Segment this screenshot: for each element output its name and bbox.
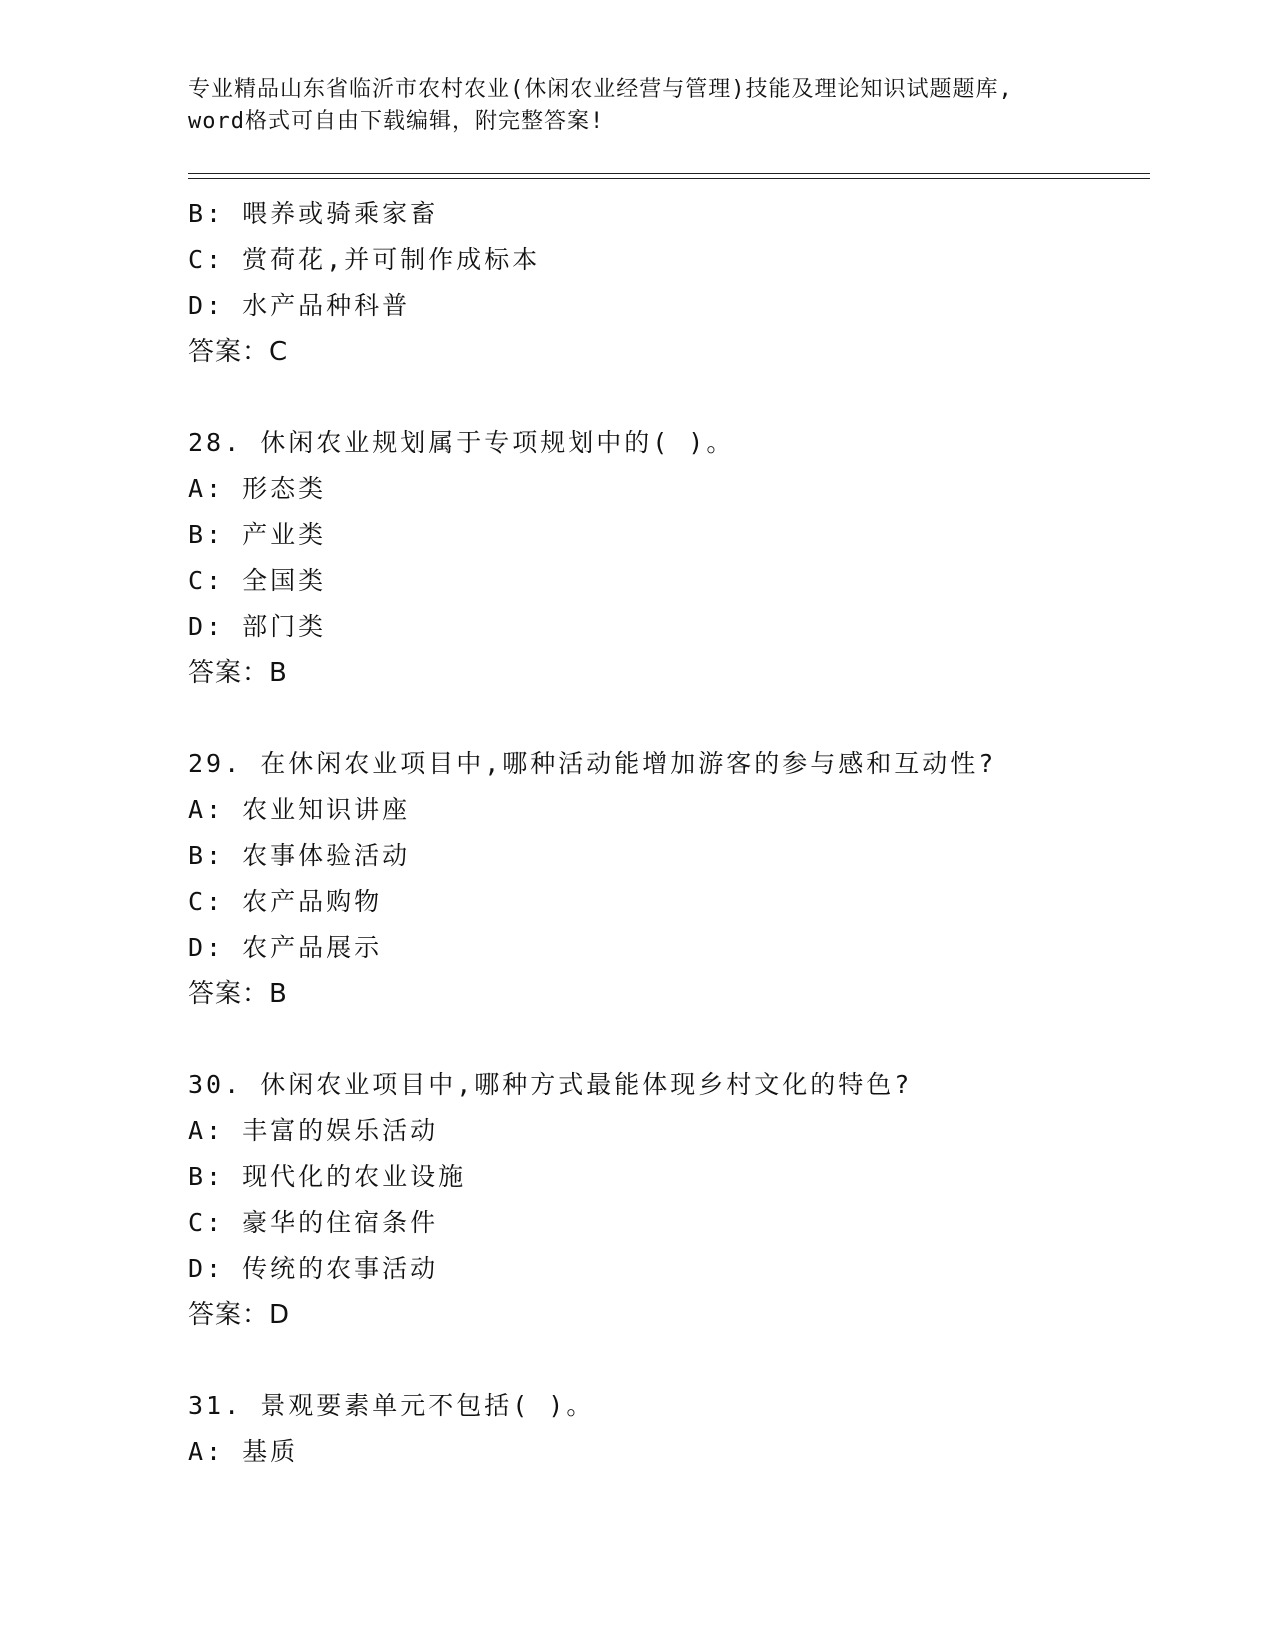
option-a: A: 基质 <box>188 1437 299 1466</box>
option-c: C: 豪华的住宿条件 <box>188 1208 439 1237</box>
header-title-line1: 专业精品山东省临沂市农村农业(休闲农业经营与管理)技能及理论知识试题题库, <box>188 77 1013 102</box>
question-stem: 29. 在休闲农业项目中,哪种活动能增加游客的参与感和互动性? <box>188 749 997 778</box>
answer-line: 答案：D <box>188 1300 291 1330</box>
option-c: C: 赏荷花,并可制作成标本 <box>188 245 541 274</box>
question-30 <box>188 1062 1148 1338</box>
header-divider-bottom <box>188 178 1150 179</box>
option-c: C: 全国类 <box>188 566 327 595</box>
option-d: D: 水产品种科普 <box>188 291 411 320</box>
option-a: A: 形态类 <box>188 474 327 503</box>
question-stem: 28. 休闲农业规划属于专项规划中的( )。 <box>188 428 735 457</box>
question-list <box>188 191 1148 1475</box>
answer-line: 答案：C <box>188 337 289 367</box>
question-28 <box>188 420 1148 696</box>
header-title-line2: word格式可自由下载编辑，附完整答案! <box>188 109 605 134</box>
option-a: A: 丰富的娱乐活动 <box>188 1116 439 1145</box>
option-a: A: 农业知识讲座 <box>188 795 411 824</box>
question-29 <box>188 741 1148 1017</box>
question-stem: 31. 景观要素单元不包括( )。 <box>188 1391 595 1420</box>
option-b: B: 产业类 <box>188 520 327 549</box>
question-carryover <box>188 191 1148 375</box>
answer-line: 答案：B <box>188 979 288 1009</box>
question-31 <box>188 1383 1148 1475</box>
option-b: B: 农事体验活动 <box>188 841 411 870</box>
option-d: D: 农产品展示 <box>188 933 383 962</box>
header-divider-top <box>188 173 1150 174</box>
answer-line: 答案：B <box>188 658 288 688</box>
option-c: C: 农产品购物 <box>188 887 383 916</box>
document-header <box>188 74 1088 138</box>
option-d: D: 部门类 <box>188 612 327 641</box>
question-stem: 30. 休闲农业项目中,哪种方式最能体现乡村文化的特色? <box>188 1070 913 1099</box>
option-b: B: 现代化的农业设施 <box>188 1162 467 1191</box>
option-d: D: 传统的农事活动 <box>188 1254 439 1283</box>
option-b: B: 喂养或骑乘家畜 <box>188 199 439 228</box>
